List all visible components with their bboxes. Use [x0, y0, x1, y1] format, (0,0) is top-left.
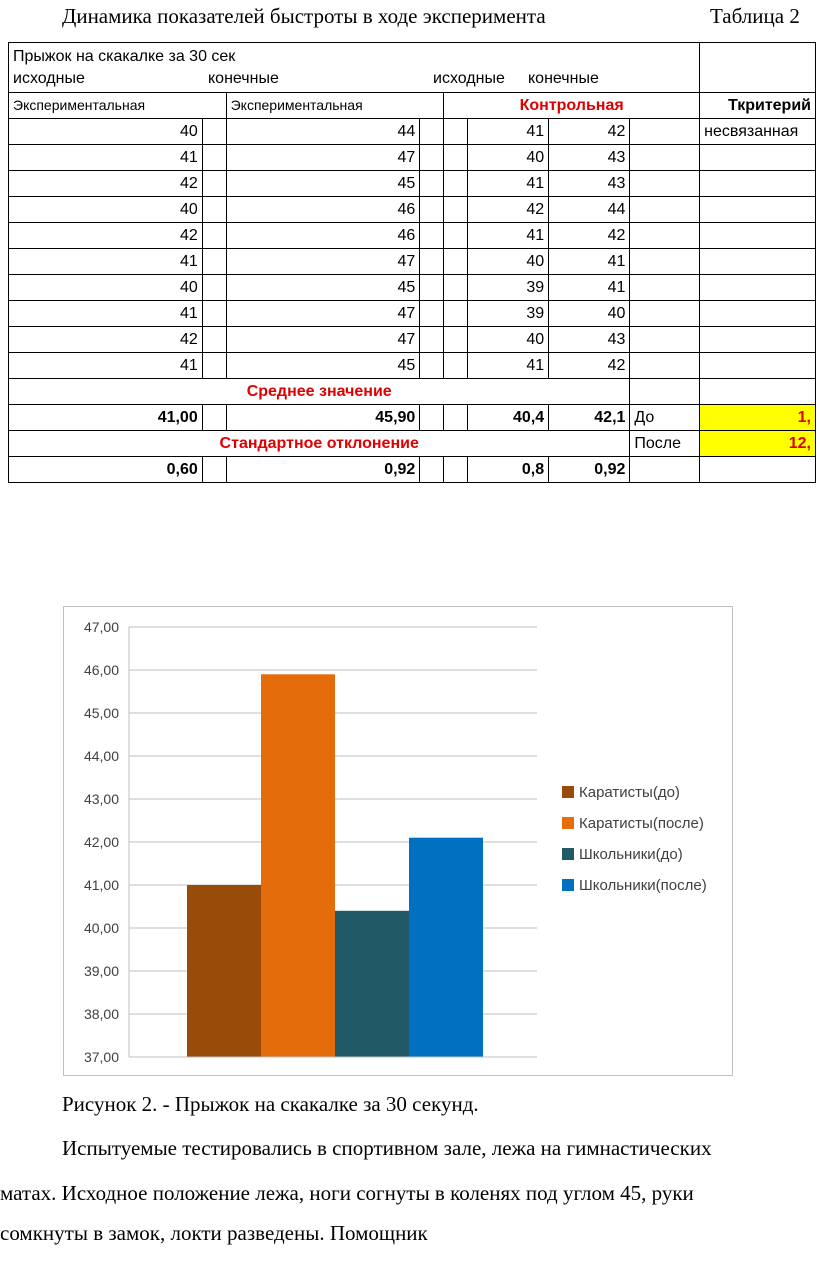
- value-control-initial: 40: [467, 145, 548, 171]
- value-control-initial: 41: [467, 223, 548, 249]
- group-row: [9, 93, 816, 119]
- value-exp-final: 0,92: [226, 457, 420, 483]
- value-control-final: 42: [549, 119, 630, 145]
- empty-cell: [630, 171, 700, 197]
- after-value: 12,: [700, 431, 816, 457]
- legend-swatch: [562, 879, 574, 891]
- value-control-initial: 41: [467, 171, 548, 197]
- value-control-final: 43: [549, 145, 630, 171]
- value-control-final: 41: [549, 275, 630, 301]
- empty-cell: [202, 327, 226, 353]
- empty-cell: [700, 327, 816, 353]
- empty-cell: [630, 275, 700, 301]
- legend-label: Школьники(до): [579, 846, 683, 863]
- header-initial-exp: исходные: [13, 69, 85, 87]
- empty-cell: [420, 223, 444, 249]
- empty-cell: [700, 145, 816, 171]
- y-tick-label: 46,00: [83, 662, 119, 678]
- empty-cell: [630, 223, 700, 249]
- table-header-row: [9, 43, 816, 93]
- value-control-final: 44: [549, 197, 630, 223]
- empty-cell: [700, 301, 816, 327]
- empty-cell: [444, 145, 468, 171]
- y-tick-label: 37,00: [83, 1049, 119, 1065]
- value-control-initial: 0,8: [467, 457, 548, 483]
- empty-cell: [202, 301, 226, 327]
- value-exp-initial: 40: [9, 275, 203, 301]
- empty-cell: [444, 171, 468, 197]
- bar-chart: [63, 606, 733, 1076]
- empty-cell: [444, 249, 468, 275]
- value-exp-final: 46: [226, 197, 420, 223]
- value-exp-final: 45,90: [226, 405, 420, 431]
- value-control-final: 41: [549, 249, 630, 275]
- empty-cell: [630, 379, 700, 405]
- value-control-initial: 40: [467, 327, 548, 353]
- value-exp-initial: 41: [9, 301, 203, 327]
- y-tick-label: 44,00: [83, 748, 119, 764]
- empty-cell: [444, 301, 468, 327]
- value-exp-final: 44: [226, 119, 420, 145]
- value-control-initial: 39: [467, 301, 548, 327]
- empty-cell: [202, 223, 226, 249]
- group-exp-final: Экспериментальная: [226, 93, 444, 119]
- value-control-final: 43: [549, 171, 630, 197]
- data-row: [9, 249, 816, 275]
- data-row: [9, 353, 816, 379]
- value-exp-initial: 40: [9, 119, 203, 145]
- value-control-initial: 40: [467, 249, 548, 275]
- value-exp-initial: 40: [9, 197, 203, 223]
- empty-cell: [630, 327, 700, 353]
- paragraph-line-3: сомкнуты в замок, локти разведены. Помощник: [0, 1221, 428, 1245]
- test-name: Прыжок на скакалке за 30 сек: [13, 47, 236, 65]
- value-exp-initial: 41: [9, 145, 203, 171]
- header-final-control: конечные: [528, 69, 599, 87]
- group-exp-initial: Экспериментальная: [9, 93, 227, 119]
- empty-cell: [202, 275, 226, 301]
- empty-cell: [420, 327, 444, 353]
- value-exp-initial: 42: [9, 171, 203, 197]
- sd-label: Стандартное отклонение: [9, 431, 630, 457]
- value-exp-initial: 41,00: [9, 405, 203, 431]
- empty-cell: [630, 353, 700, 379]
- empty-cell: [700, 379, 816, 405]
- header-initial-control: исходные: [433, 69, 505, 87]
- empty-cell: [700, 457, 816, 483]
- empty-cell: [444, 327, 468, 353]
- bar: [409, 838, 483, 1057]
- empty-cell: [420, 145, 444, 171]
- table-label: Таблица 2: [710, 4, 800, 28]
- empty-cell: [630, 145, 700, 171]
- empty-cell: [202, 119, 226, 145]
- value-exp-final: 45: [226, 171, 420, 197]
- value-exp-initial: 41: [9, 249, 203, 275]
- data-row: [9, 119, 816, 145]
- data-row: [9, 223, 816, 249]
- empty-cell: [420, 301, 444, 327]
- value-exp-final: 45: [226, 353, 420, 379]
- value-exp-final: 45: [226, 275, 420, 301]
- y-tick-label: 45,00: [83, 705, 119, 721]
- empty-cell: [444, 457, 468, 483]
- empty-cell: [444, 197, 468, 223]
- value-exp-initial: 0,60: [9, 457, 203, 483]
- empty-cell: [420, 353, 444, 379]
- empty-cell: [202, 405, 226, 431]
- empty-cell: [444, 353, 468, 379]
- value-exp-final: 47: [226, 301, 420, 327]
- empty-cell: [420, 275, 444, 301]
- value-exp-final: 47: [226, 145, 420, 171]
- empty-cell: [420, 457, 444, 483]
- y-tick-label: 41,00: [83, 877, 119, 893]
- sd-row: [9, 457, 816, 483]
- data-row: [9, 145, 816, 171]
- empty-cell: [420, 405, 444, 431]
- value-control-final: 40: [549, 301, 630, 327]
- value-exp-initial: 42: [9, 223, 203, 249]
- value-control-initial: 41: [467, 119, 548, 145]
- bar: [335, 911, 409, 1057]
- empty-cell: [630, 301, 700, 327]
- y-tick-label: 42,00: [83, 834, 119, 850]
- empty-cell: [630, 249, 700, 275]
- group-control: Контрольная: [444, 93, 700, 119]
- empty-cell: [700, 249, 816, 275]
- value-control-initial: 39: [467, 275, 548, 301]
- results-table: [8, 42, 816, 483]
- y-tick-label: 39,00: [83, 963, 119, 979]
- figure-caption: Рисунок 2. - Прыжок на скакалке за 30 секунд.: [62, 1092, 479, 1116]
- value-control-initial: 42: [467, 197, 548, 223]
- empty-cell: [630, 197, 700, 223]
- empty-cell: [202, 457, 226, 483]
- y-tick-label: 43,00: [83, 791, 119, 807]
- empty-cell: [202, 353, 226, 379]
- empty-cell: [202, 171, 226, 197]
- legend-swatch: [562, 817, 574, 829]
- before-label: До: [630, 405, 700, 431]
- value-control-initial: 40,4: [467, 405, 548, 431]
- empty-cell: [700, 223, 816, 249]
- empty-cell: [630, 457, 700, 483]
- legend-label: Каратисты(после): [579, 815, 704, 832]
- value-exp-final: 47: [226, 327, 420, 353]
- value-control-final: 42: [549, 353, 630, 379]
- paragraph-line-1: Испытуемые тестировались в спортивном зале, лежа на гимнастических: [62, 1136, 712, 1160]
- data-row: [9, 197, 816, 223]
- value-exp-final: 46: [226, 223, 420, 249]
- t-criterion-header: Ткритерий: [700, 93, 816, 119]
- before-value: 1,: [700, 405, 816, 431]
- empty-cell: [444, 405, 468, 431]
- mean-label: Среднее значение: [9, 379, 630, 405]
- empty-cell: [700, 171, 816, 197]
- value-control-final: 42: [549, 223, 630, 249]
- bar: [261, 674, 335, 1057]
- empty-cell: [700, 275, 816, 301]
- data-row: [9, 301, 816, 327]
- empty-cell: [202, 197, 226, 223]
- empty-cell: [700, 353, 816, 379]
- chart-svg: [64, 607, 734, 1077]
- table-header-cell: [9, 43, 700, 93]
- paragraph-line-2: матах. Исходное положение лежа, ноги согнуты в коленях под углом 45, руки: [0, 1181, 694, 1205]
- empty-cell: [444, 275, 468, 301]
- value-exp-initial: 42: [9, 327, 203, 353]
- value-exp-initial: 41: [9, 353, 203, 379]
- empty-cell: [420, 171, 444, 197]
- y-tick-label: 38,00: [83, 1006, 119, 1022]
- empty-cell: [444, 119, 468, 145]
- data-row: [9, 275, 816, 301]
- y-tick-label: 40,00: [83, 920, 119, 936]
- mean-row: [9, 405, 816, 431]
- header-final-exp: конечные: [208, 69, 279, 87]
- value-control-final: 0,92: [549, 457, 630, 483]
- value-control-final: 43: [549, 327, 630, 353]
- legend-label: Каратисты(до): [579, 784, 680, 801]
- value-exp-final: 47: [226, 249, 420, 275]
- value-control-initial: 41: [467, 353, 548, 379]
- document-title: Динамика показателей быстроты в ходе эксперимента: [62, 4, 546, 28]
- empty-cell: [444, 223, 468, 249]
- empty-cell: [202, 249, 226, 275]
- data-row: [9, 327, 816, 353]
- empty-cell: [420, 197, 444, 223]
- empty-cell: [202, 145, 226, 171]
- empty-cell: [700, 197, 816, 223]
- t-type: несвязанная: [700, 119, 816, 145]
- value-control-final: 42,1: [549, 405, 630, 431]
- bar: [187, 885, 261, 1057]
- sd-label-row: [9, 431, 816, 457]
- empty-cell: [700, 43, 816, 93]
- y-tick-label: 47,00: [83, 619, 119, 635]
- legend-swatch: [562, 786, 574, 798]
- legend-label: Школьники(после): [579, 877, 707, 894]
- empty-cell: [420, 249, 444, 275]
- after-label: После: [630, 431, 700, 457]
- data-row: [9, 171, 816, 197]
- legend-swatch: [562, 848, 574, 860]
- empty-cell: [420, 119, 444, 145]
- mean-label-row: [9, 379, 816, 405]
- empty-cell: [630, 119, 700, 145]
